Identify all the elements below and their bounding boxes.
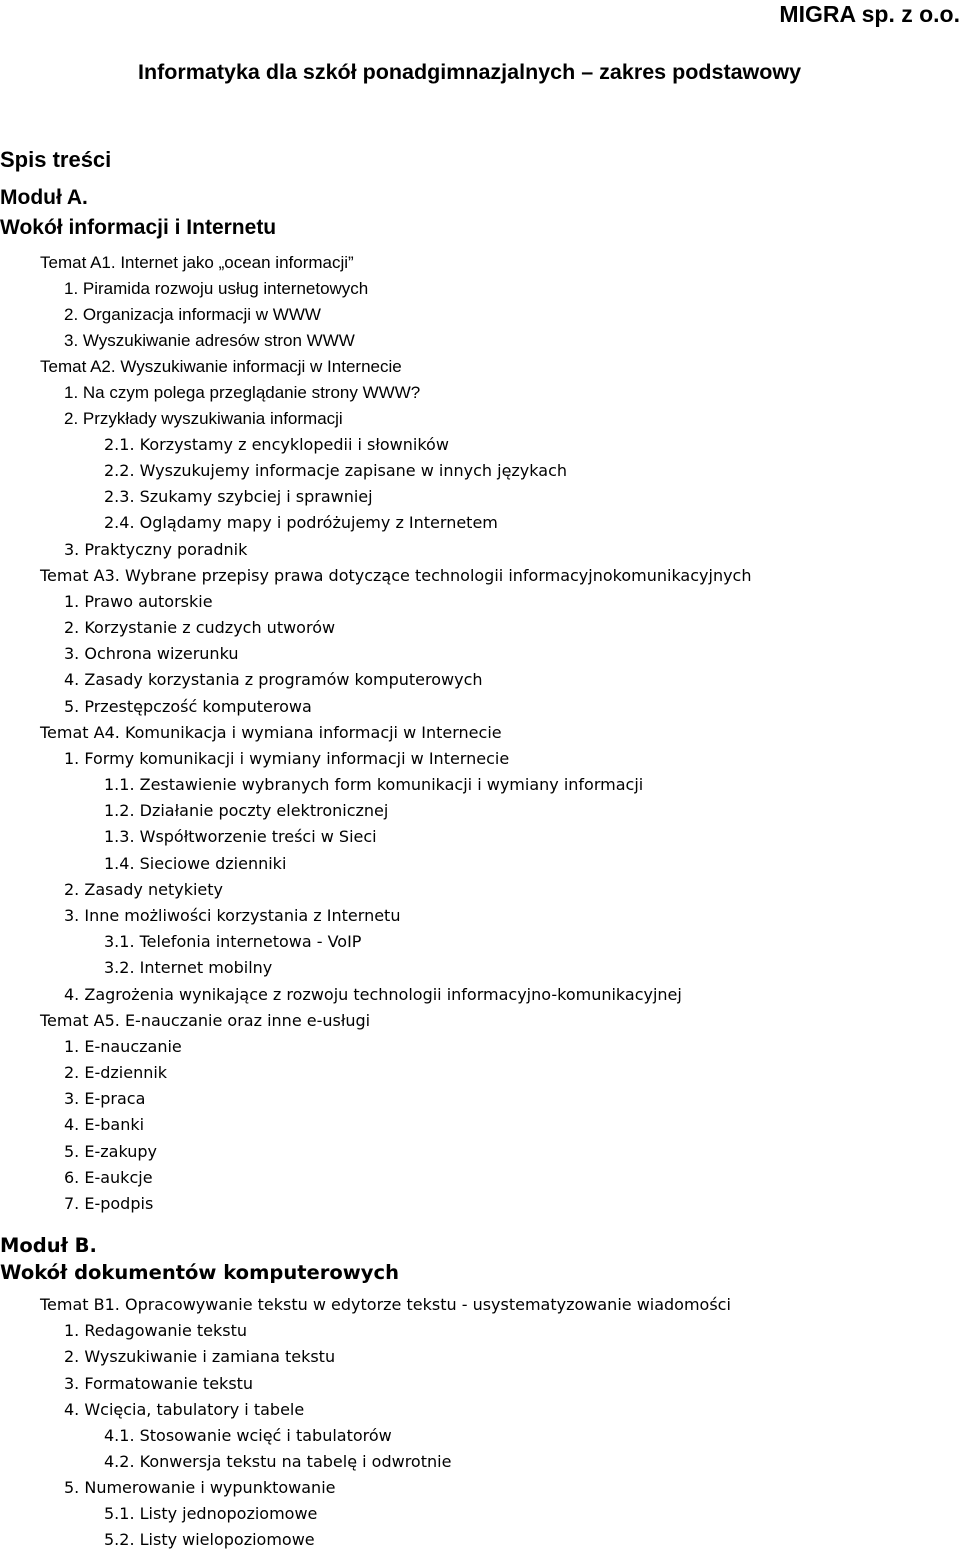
toc-entry: 2. Korzystanie z cudzych utworów (64, 618, 336, 637)
toc-entry: 2. E-dziennik (64, 1063, 168, 1082)
toc-entry: 5. Numerowanie i wypunktowanie (64, 1478, 336, 1497)
toc-entry: 1. Prawo autorskie (64, 592, 213, 611)
toc-entry: 6. E-aukcje (64, 1168, 153, 1187)
toc-entry: 7. E-podpis (64, 1194, 154, 1213)
company-name: MIGRA sp. z o.o. (779, 1, 960, 27)
toc-subentry: 1.3. Współtworzenie treści w Sieci (104, 827, 377, 846)
toc-subentry: 2.2. Wyszukujemy informacje zapisane w innych językach (104, 461, 567, 480)
toc-entry: 1. E-nauczanie (64, 1037, 182, 1056)
toc-entry: 3. Formatowanie tekstu (64, 1374, 254, 1393)
toc-entry: 5. E-zakupy (64, 1142, 157, 1161)
toc-subentry: 3.1. Telefonia internetowa - VoIP (104, 932, 362, 951)
toc-subentry: 2.4. Oglądamy mapy i podróżujemy z Internetem (104, 513, 498, 532)
toc-entry-topic: Temat A2. Wyszukiwanie informacji w Internecie (40, 357, 402, 376)
toc-entry-topic: Temat A5. E-nauczanie oraz inne e-usługi (40, 1011, 371, 1030)
module-b-heading-line1: Moduł B. (0, 1234, 97, 1257)
toc-subentry: 1.1. Zestawienie wybranych form komunikacji i wymiany informacji (104, 775, 644, 794)
toc-entry: 2. Wyszukiwanie i zamiana tekstu (64, 1347, 336, 1366)
toc-title: Spis treści (0, 147, 112, 172)
toc-entry: 3. E-praca (64, 1089, 146, 1108)
toc-entry: 3. Praktyczny poradnik (64, 540, 248, 559)
toc-subentry: 1.4. Sieciowe dzienniki (104, 854, 287, 873)
module-b-heading-line2: Wokół dokumentów komputerowych (0, 1261, 399, 1284)
toc-entry: 2. Przykłady wyszukiwania informacji (64, 409, 343, 428)
toc-subentry: 2.3. Szukamy szybciej i sprawniej (104, 487, 373, 506)
toc-entry: 4. Zasady korzystania z programów komputerowych (64, 670, 483, 689)
toc-subentry: 4.1. Stosowanie wcięć i tabulatorów (104, 1426, 392, 1445)
toc-subentry: 5.2. Listy wielopoziomowe (104, 1530, 315, 1549)
toc-entry: 5. Przestępczość komputerowa (64, 697, 312, 716)
toc-subentry: 4.2. Konwersja tekstu na tabelę i odwrotnie (104, 1452, 452, 1471)
toc-entry: 1. Piramida rozwoju usług internetowych (64, 279, 369, 298)
toc-entry: 1. Na czym polega przeglądanie strony WWW? (64, 383, 421, 402)
toc-subentry: 5.1. Listy jednopoziomowe (104, 1504, 318, 1523)
toc-entry: 3. Ochrona wizerunku (64, 644, 239, 663)
toc-entry: 1. Formy komunikacji i wymiany informacji w Internecie (64, 749, 510, 768)
toc-entry-topic: Temat A1. Internet jako „ocean informacji” (40, 253, 354, 272)
toc-subentry: 3.2. Internet mobilny (104, 958, 273, 977)
module-a-heading-line2: Wokół informacji i Internetu (0, 216, 277, 239)
document-subtitle: Informatyka dla szkół ponadgimnazjalnych – zakres podstawowy (138, 60, 802, 84)
toc-entry: 1. Redagowanie tekstu (64, 1321, 248, 1340)
toc-subentry: 2.1. Korzystamy z encyklopedii i słowników (104, 435, 449, 454)
toc-entry-topic: Temat B1. Opracowywanie tekstu w edytorze tekstu - usystematyzowanie wiadomości (40, 1295, 731, 1314)
module-a-heading-line1: Moduł A. (0, 186, 88, 209)
toc-subentry: 1.2. Działanie poczty elektronicznej (104, 801, 389, 820)
toc-entry: 4. Wcięcia, tabulatory i tabele (64, 1400, 305, 1419)
toc-entry: 4. Zagrożenia wynikające z rozwoju technologii informacyjno-komunikacyjnej (64, 985, 682, 1004)
toc-entry: 4. E-banki (64, 1115, 145, 1134)
toc-entry: 3. Inne możliwości korzystania z Internetu (64, 906, 401, 925)
toc-entry-topic: Temat A3. Wybrane przepisy prawa dotyczące technologii informacyjnokomunikacyjnych (40, 566, 752, 585)
toc-entry: 3. Wyszukiwanie adresów stron WWW (64, 331, 355, 350)
toc-entry-topic: Temat A4. Komunikacja i wymiana informacji w Internecie (40, 723, 502, 742)
toc-entry: 2. Zasady netykiety (64, 880, 223, 899)
toc-entry: 2. Organizacja informacji w WWW (64, 305, 321, 324)
